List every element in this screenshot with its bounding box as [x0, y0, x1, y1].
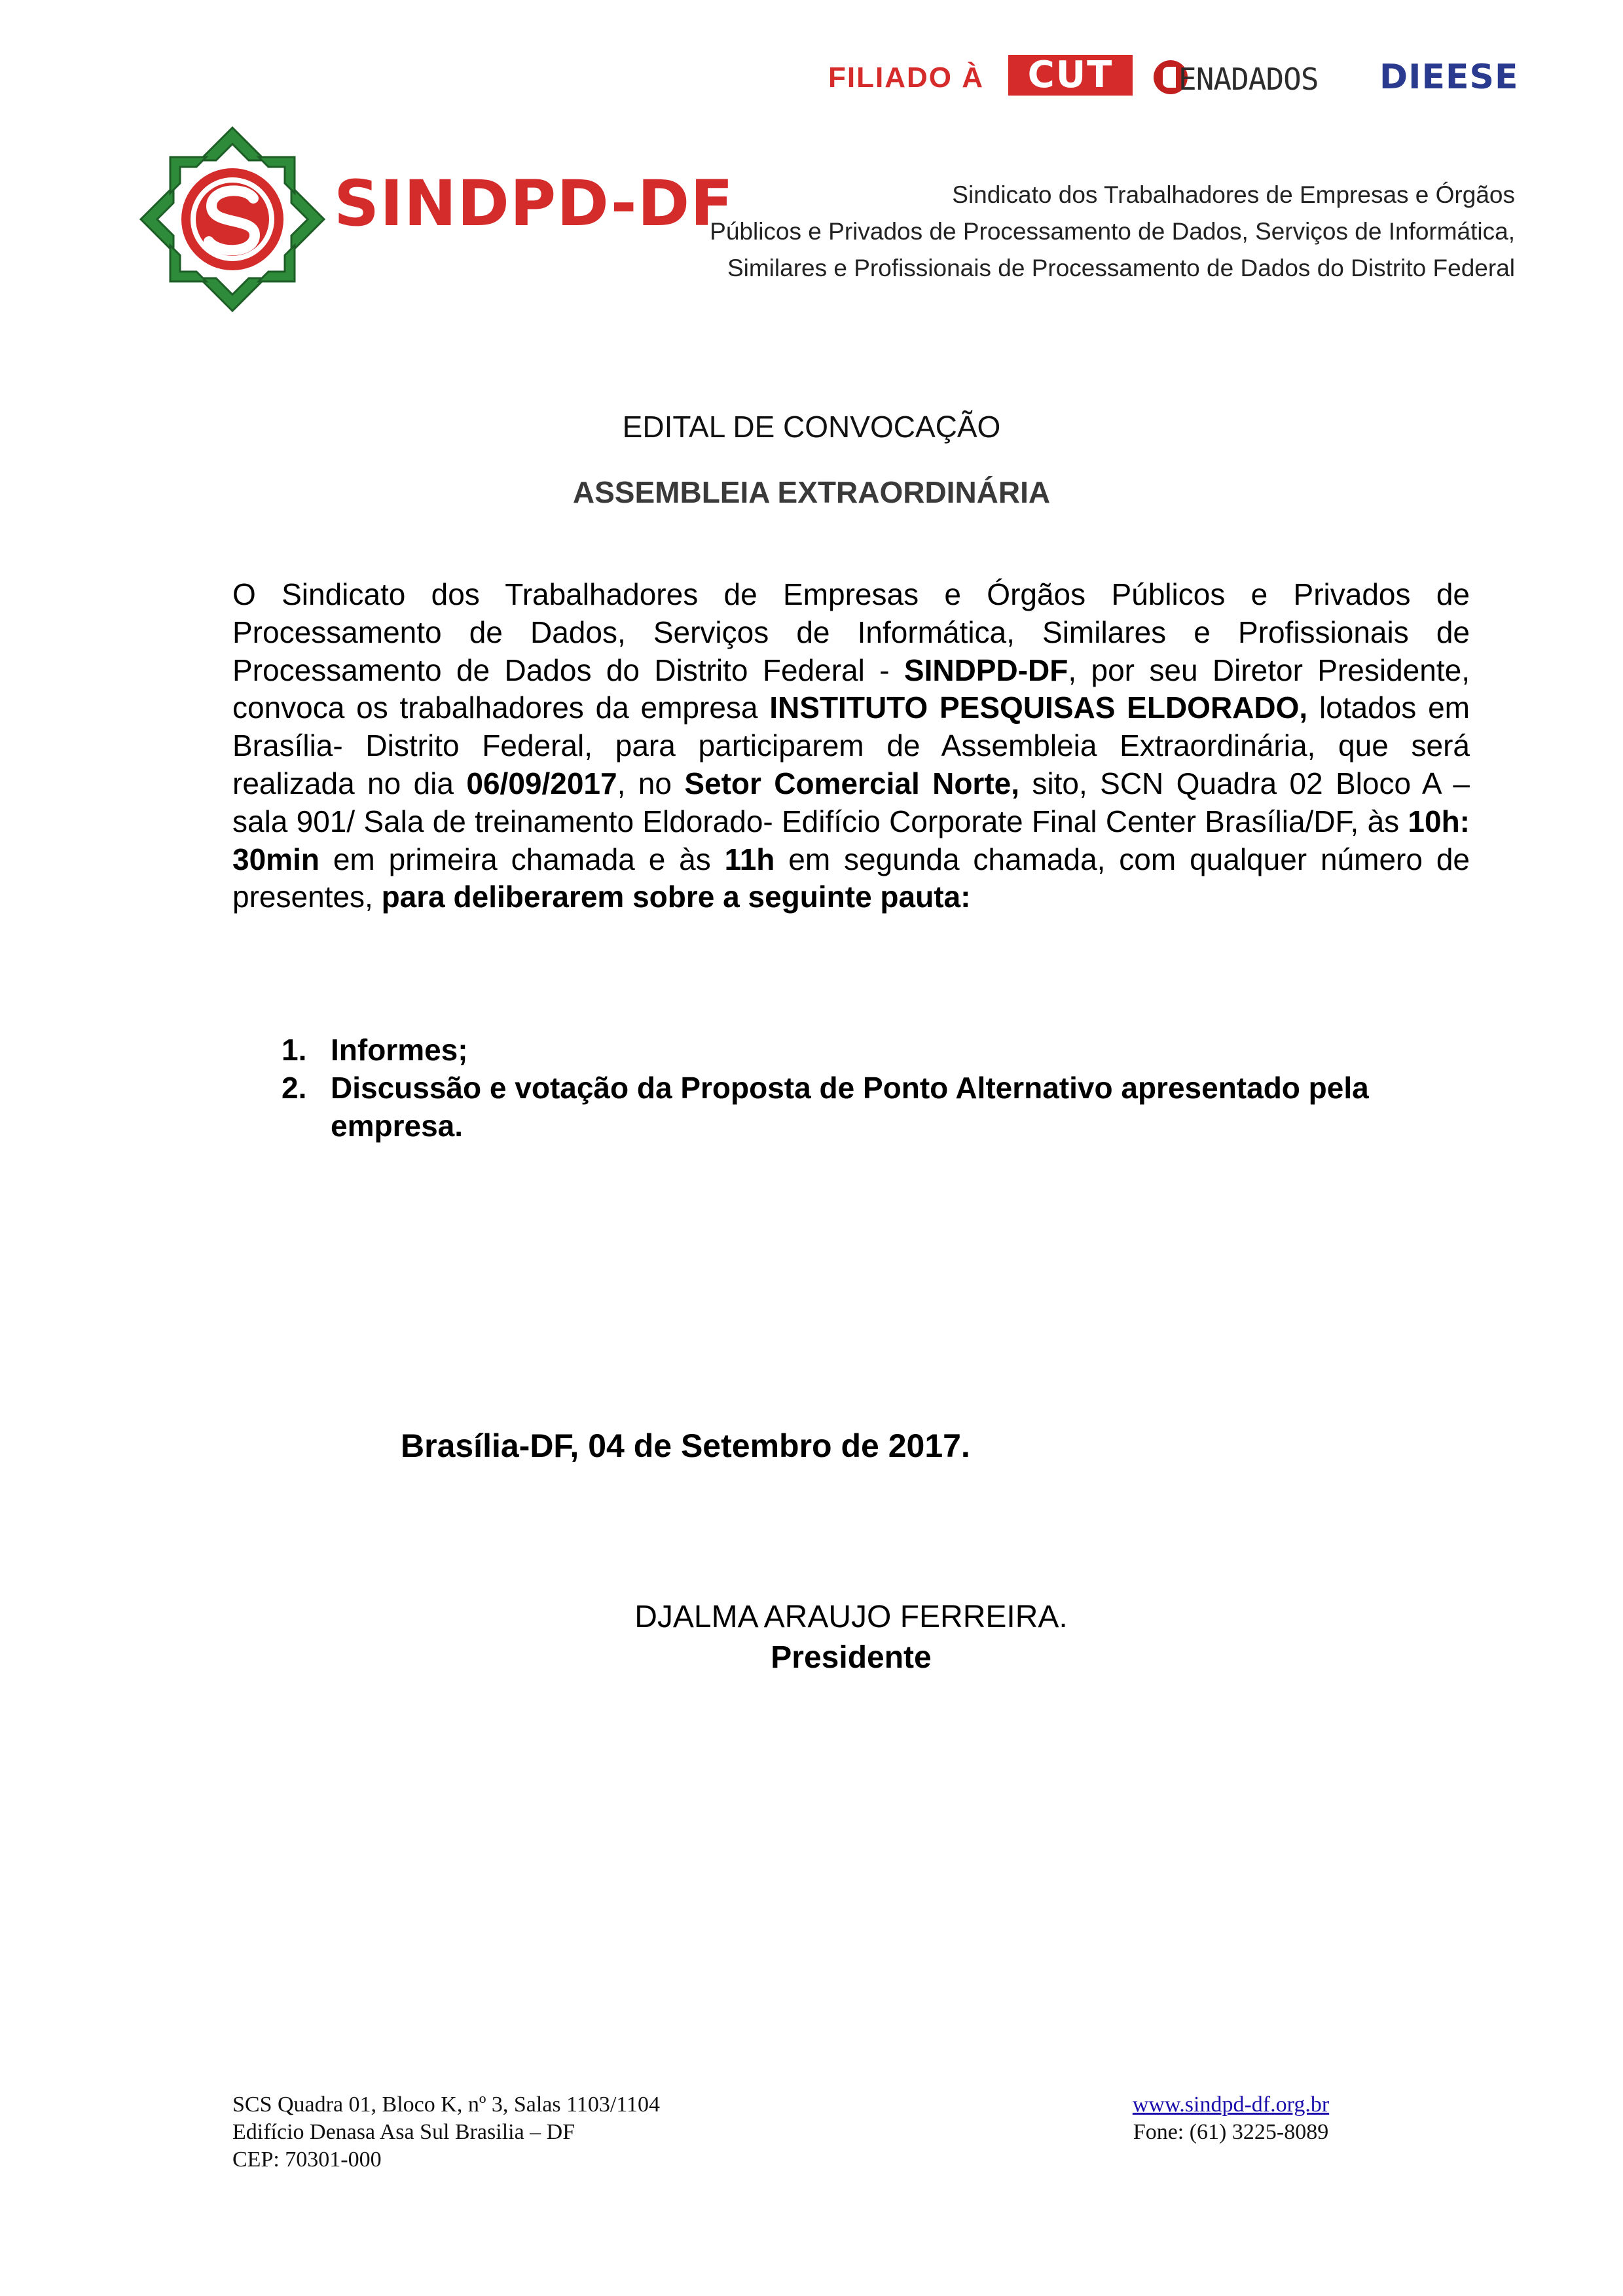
signer-role: Presidente [771, 1640, 932, 1675]
footer-contact [1106, 2091, 1355, 2146]
footer-address [232, 2091, 660, 2174]
cut-logo: CUT [1008, 55, 1133, 96]
signature-block [0, 1597, 1623, 1678]
org-name: SINDPD-DF [903, 653, 1068, 687]
phone-number: Fone: (61) 3225-8089 [1133, 2120, 1329, 2144]
logo-text: SINDPD-DF [334, 167, 734, 240]
signer-name: DJALMA ARAUJO FERREIRA. [634, 1600, 1068, 1634]
dieese-logo: DIEESE [1379, 58, 1519, 97]
convocation-paragraph: O Sindicato dos Trabalhadores de Empresas e Órgãos Públicos e Privados de Processamento de Dados, Serviços de Informática, Similares e Profissionais de Processamento de Dados do Distrito Federal - SINDPD-DF, por seu Diretor Presidente, convoca os trabalhadores da empresa INSTITUTO PESQUISAS ELDORADO, lotados em Brasília- Distrito Federal, para participarem de Assembleia Extraordinária, que será realizada no dia 06/09/2017, no Setor Comercial Norte, sito, SCN Quadra 02 Bloco A – sala 901/ Sala de treinamento Eldorado- Edifício Corporate Final Center Brasília/DF, às 10h: 30min em primeira chamada e às 11h em segunda chamada, com qualquer número de presentes, para deliberarem sobre a seguinte pauta: [232, 577, 1470, 914]
agenda-number: 1. [282, 1033, 307, 1067]
affiliation-logos: FILIADO À CUT ENADADOS DIEESE [828, 54, 1519, 97]
meeting-sector: Setor Comercial Norte, [684, 766, 1020, 800]
affiliation-label: FILIADO À [828, 62, 984, 94]
address-line: SCS Quadra 01, Bloco K, nº 3, Salas 1103/1104 [232, 2092, 661, 2117]
address-line: Edifício Denasa Asa Sul Brasilia – DF [232, 2120, 575, 2144]
place-date: Brasília-DF, 04 de Setembro de 2017. [401, 1427, 970, 1464]
agenda-text: Informes; [331, 1033, 468, 1067]
description-line: Similares e Profissionais de Processamento de Dados do Distrito Federal [727, 255, 1515, 281]
agenda-text: Discussão e votação da Proposta de Ponto Alternativo apresentado pela empresa. [331, 1071, 1369, 1143]
description-line: Públicos e Privados de Processamento de Dados, Serviços de Informática, [710, 218, 1515, 245]
address-line: CEP: 70301-000 [232, 2147, 382, 2172]
document-title: EDITAL DE CONVOCAÇÃO [622, 410, 1001, 444]
website-link[interactable]: www.sindpd-df.org.br [1132, 2092, 1330, 2117]
agenda-number: 2. [282, 1071, 307, 1105]
company-name: INSTITUTO PESQUISAS ELDORADO, [769, 691, 1308, 725]
second-call-time: 11h [724, 842, 775, 876]
agenda-list [278, 1031, 1470, 1145]
meeting-date: 06/09/2017 [466, 766, 617, 800]
sindpd-logo-icon [134, 121, 331, 317]
first-call-time: 10h: 30min [232, 804, 1470, 876]
agenda-intro: para deliberarem sobre a seguinte pauta: [381, 880, 971, 914]
agenda-item [278, 1031, 1470, 1069]
agenda-item [278, 1069, 1470, 1145]
description-line: Sindicato dos Trabalhadores de Empresas e Órgãos [952, 181, 1515, 208]
document-subtitle: ASSEMBLEIA EXTRAORDINÁRIA [572, 475, 1051, 509]
union-description [710, 177, 1515, 287]
